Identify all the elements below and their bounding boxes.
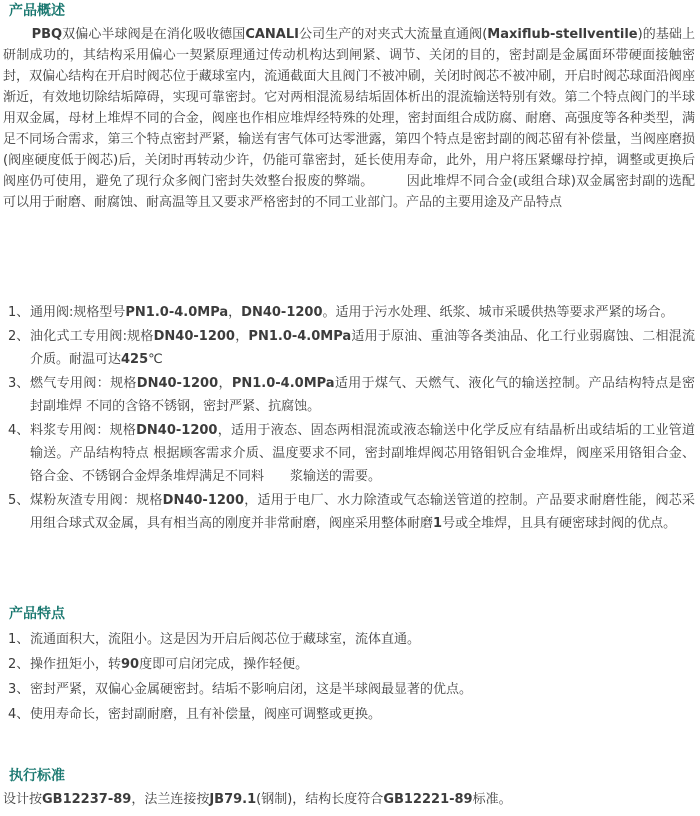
section-title-overview: 产品概述 [9,3,65,19]
item-text: 流通面积大，流阻小。这是因为开启后阀芯位于藏球室，流体直通。 [30,632,421,647]
item-text: 煤粉灰渣专用阀：规格DN40-1200，适用于电厂、水力除渣或气态输送管道的控制。产品要求耐磨性能，阀芯采用组合球式双金属，具有相当高的刚度并非常耐磨，阀座采用整体耐磨1号或全堆焊，且具有硬密球封阀的优点。 [30,493,695,531]
item-text: 通用阀:规格型号PN1.0-4.0MPa，DN40-1200。适用于污水处理、纸浆、城市采暖供热等要求严紧的场合。 [30,305,674,320]
list-item [3,703,695,727]
item-text: 燃气专用阀：规格DN40-1200，PN1.0-4.0MPa适用于煤气、天燃气、液化气的输送控制。产品结构特点是密封副堆焊 不同的含铬不锈钢，密封严紧、抗腐蚀。 [30,376,695,414]
item-number: 1、 [8,305,30,320]
item-number: 2、 [8,657,30,672]
item-text: 使用寿命长，密封副耐磨，且有补偿量，阀座可调整或更换。 [30,707,382,722]
item-number: 2、 [8,329,30,344]
item-number: 5、 [8,493,30,508]
list-item [3,325,695,371]
section-title-standards: 执行标准 [9,768,65,784]
item-number: 3、 [8,682,30,697]
list-item [3,419,695,488]
item-text: 料浆专用阀：规格DN40-1200，适用于液态、固态两相混流或液态输送中化学反应有结晶析出或结垢的工业管道输送。产品结构特点 根据顾客需求介质、温度要求不同，密封副堆焊阀芯用铬钼钒合金堆焊，阀座采用铬钼合金、铬合金、不锈钢合金焊条堆焊满足不同料 浆输送的需要。 [30,423,695,484]
usage-list [3,301,695,535]
list-item [3,489,695,535]
list-item [3,653,695,677]
item-text: 油化式工专用阀:规格DN40-1200，PN1.0-4.0MPa适用于原油、重油等各类油品、化工行业弱腐蚀、二相混流介质。耐温可达425℃ [30,329,695,367]
feature-list [3,628,695,727]
item-number: 4、 [8,707,30,722]
list-item [3,301,695,324]
list-item [3,678,695,702]
item-text: 操作扭矩小，转90度即可启闭完成，操作轻便。 [30,657,309,672]
section-title-features: 产品特点 [9,606,65,622]
item-text: 密封严紧，双偏心金属硬密封。结垢不影响启闭，这是半球阀最显著的优点。 [30,682,473,697]
item-number: 4、 [8,423,30,438]
list-item [3,628,695,652]
list-item [3,372,695,418]
standards-body: 设计按GB12237-89，法兰连接按JB79.1(钢制)，结构长度符合GB12221-89标准。 [3,792,512,807]
overview-paragraph: PBQ双偏心半球阀是在消化吸收德国CANALI公司生产的对夹式大流量直通阀(Maxiflub-stellventile)的基础上研制成功的，其结构采用偏心一契紧原理通过传动机构达到闸紧、调节、关闭的目的，密封副是金属面环带硬面接触密封，双偏心结构在开启时阀芯位于藏球室内，流通截面大且阀门不被冲刷，关闭时阀芯不被冲刷，开启时阀芯球面沿阀座渐近，有效地切除结垢障碍，实现可靠密封。它对两相混流易结垢固体析出的混流输送特别有效。第二个特点阀门的半球用双金属，母材上堆焊不同的合金，阀座也作相应堆焊经特殊的处理，密封面组合成防腐、耐磨、高强度等各种类型，满足不同场合需求，第三个特点密封严紧，输送有害气体可达零泄露，第四个特点是密封副的阀芯留有补偿量，当阀座磨损(阀座硬度低于阀芯)后，关闭时再转动少许，仍能可靠密封，延长使用寿命，此外，用户将压紧螺母拧掉，调整或更换后阀座仍可使用，避免了现行众多阀门密封失效整台报废的弊端。 因此堆焊不同合金(或组合球)双金属密封副的选配可以用于耐磨、耐腐蚀、耐高温等且又要求严格密封的不同工业部门。产品的主要用途及产品特点 [3,27,695,210]
item-number: 1、 [8,632,30,647]
item-number: 3、 [8,376,30,391]
